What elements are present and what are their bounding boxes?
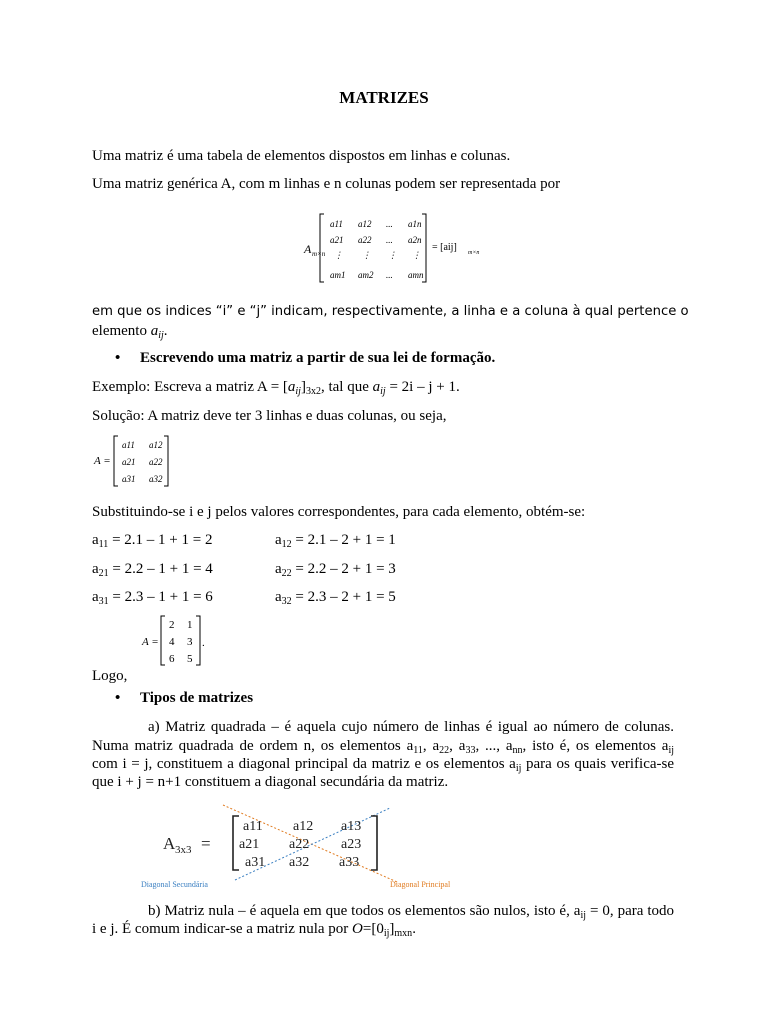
diagonal-figure bbox=[135, 800, 475, 892]
rm-cell: 4 bbox=[169, 636, 175, 648]
a3-cell: a12 bbox=[293, 819, 314, 834]
a3-cell: a31 bbox=[245, 855, 266, 870]
square-matrix-line-1: a) Matriz quadrada – é aquela cujo número de linhas é igual ao número de colunas. bbox=[148, 719, 674, 735]
rm-cell: 6 bbox=[169, 653, 175, 665]
gm-cell: ⋮ bbox=[362, 250, 371, 260]
a3-cell: a33 bbox=[339, 855, 360, 870]
sm-cell: a22 bbox=[149, 457, 163, 467]
example-line: Exemplo: Escreva a matriz $A = [a_{ij}]_{3x2}$, tal que $a_{ij} = 2i - j + 1$. bbox=[92, 379, 460, 397]
logo-line: Logo, bbox=[92, 668, 128, 684]
equation-31: $a_{31} = 2.3 - 1 + 1 = 6$ bbox=[92, 589, 213, 607]
section2-heading: Tipos de matrizes bbox=[140, 690, 254, 706]
rm-cell: 2 bbox=[169, 619, 175, 631]
gm-cell: a22 bbox=[358, 235, 372, 245]
gm-cell: ⋮ bbox=[388, 250, 397, 260]
rm-cell: 1 bbox=[187, 619, 193, 631]
sm-cell: a32 bbox=[149, 474, 163, 484]
result-matrix-lhs: A = bbox=[142, 636, 159, 648]
gm-cell: am1 bbox=[330, 270, 346, 280]
sm-cell: a21 bbox=[122, 457, 136, 467]
intro-line-1: Uma matriz é uma tabela de elementos dispostos em linhas e colunas. bbox=[92, 148, 511, 164]
sm-cell: a31 bbox=[122, 474, 136, 484]
sm-cell: a12 bbox=[149, 440, 163, 450]
a3-cell: a23 bbox=[341, 837, 362, 852]
result-matrix bbox=[140, 612, 220, 668]
result-matrix-suffix: . bbox=[202, 637, 205, 649]
a3-cell: a32 bbox=[289, 855, 310, 870]
rm-cell: 5 bbox=[187, 653, 193, 665]
square-matrix-line-3: com i = j, constituem a diagonal principal da matriz e os elementos $a_{ij}$ para os quais verifica-se bbox=[92, 756, 674, 774]
solution-line: Solução: A matriz deve ter 3 linhas e duas colunas, ou seja, bbox=[92, 408, 447, 424]
rm-cell: 3 bbox=[187, 636, 193, 648]
bullet-icon: • bbox=[115, 690, 121, 706]
gm-cell: a2n bbox=[408, 235, 422, 245]
bullet-icon: • bbox=[115, 350, 121, 366]
a3-cell: a13 bbox=[341, 819, 362, 834]
symbolic-matrix-lhs: A = bbox=[94, 455, 111, 467]
null-matrix-line-1: b) Matriz nula – é aquela em que todos os elementos são nulos, isto é, $a_{ij} = 0$, para todo bbox=[148, 903, 674, 921]
a3-lhs-sub: 3x3 bbox=[175, 844, 192, 856]
square-matrix-line-4: que i + j = n+1 constituem a diagonal secundária da matriz. bbox=[92, 774, 449, 790]
a3-cell: a11 bbox=[243, 819, 263, 834]
gm-cell: amn bbox=[408, 270, 424, 280]
a3-cell: a22 bbox=[289, 837, 310, 852]
generic-matrix-lhs-sub: m×n bbox=[312, 250, 326, 258]
generic-matrix-rhs: = [aij] bbox=[432, 242, 457, 253]
label-principal-diagonal: Diagonal Principal bbox=[390, 880, 451, 889]
gm-cell: a12 bbox=[358, 219, 372, 229]
page-title: MATRIZES bbox=[339, 88, 429, 107]
sm-cell: a11 bbox=[122, 440, 135, 450]
intro-line-2: Uma matriz genérica A, com m linhas e n colunas podem ser representada por bbox=[92, 176, 561, 192]
section1-heading: Escrevendo uma matriz a partir de sua lei de formação. bbox=[140, 350, 496, 366]
gm-cell: ⋮ bbox=[334, 250, 343, 260]
a3-lhs: A bbox=[163, 834, 176, 853]
gm-cell: am2 bbox=[358, 270, 374, 280]
square-matrix-line-2: Numa matriz quadrada de ordem n, os elementos $a_{11}$, $a_{22}$, $a_{33}$, ..., $a_{nn}$, isto é, os elementos $a_{ij}$ bbox=[92, 738, 674, 756]
equation-21: $a_{21} = 2.2 - 1 + 1 = 4$ bbox=[92, 561, 213, 579]
a3-cell: a21 bbox=[239, 837, 260, 852]
equation-12: $a_{12} = 2.1 - 2 + 1 = 1$ bbox=[275, 532, 396, 550]
gm-cell: a1n bbox=[408, 219, 422, 229]
gm-cell: ⋮ bbox=[412, 250, 421, 260]
equation-32: $a_{32} = 2.3 - 2 + 1 = 5$ bbox=[275, 589, 396, 607]
generic-matrix bbox=[298, 210, 488, 286]
a3-eq: = bbox=[201, 834, 211, 853]
indices-line-1: em que os indices “i” e “j” indicam, respectivamente, a linha e a coluna à qual pertence o bbox=[92, 304, 689, 319]
equation-11: $a_{11} = 2.1 - 1 + 1 = 2$ bbox=[92, 532, 213, 550]
equation-22: $a_{22} = 2.2 - 2 + 1 = 3$ bbox=[275, 561, 396, 579]
generic-matrix-lhs: A bbox=[304, 242, 312, 256]
label-secondary-diagonal: Diagonal Secundária bbox=[141, 880, 208, 889]
gm-cell: ... bbox=[386, 219, 393, 229]
indices-line-2: elemento $a_{ij}$. bbox=[92, 323, 168, 341]
gm-cell: ... bbox=[386, 235, 393, 245]
symbolic-matrix bbox=[92, 433, 182, 489]
null-matrix-line-2: i e j. É comum indicar-se a matriz nula por $O=[0_{ij}]_{mxn}$. bbox=[92, 921, 416, 939]
substitution-line: Substituindo-se i e j pelos valores correspondentes, para cada elemento, obtém-se: bbox=[92, 504, 586, 520]
gm-cell: ... bbox=[386, 270, 393, 280]
generic-matrix-cells bbox=[330, 219, 424, 280]
generic-matrix-rhs-sub: m×n bbox=[468, 250, 480, 256]
gm-cell: a21 bbox=[330, 235, 344, 245]
gm-cell: a11 bbox=[330, 219, 343, 229]
